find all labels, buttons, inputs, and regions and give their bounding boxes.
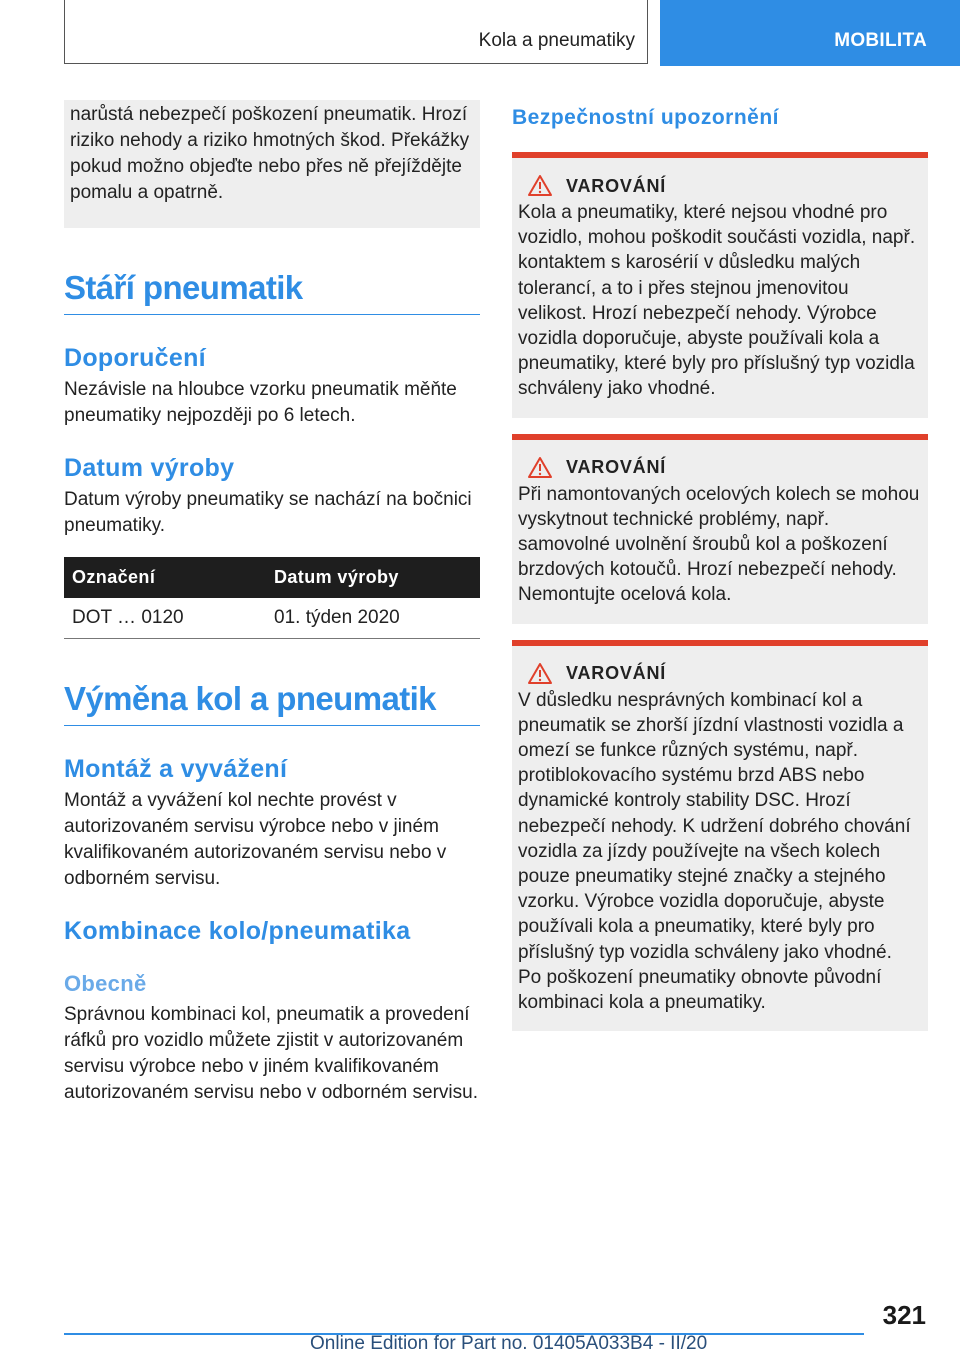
heading-general: Obecně [64,971,147,996]
heading-recommendation: Doporučení [64,344,206,372]
table-header-date: Datum výroby [266,557,480,598]
heading-manufacture-date: Datum výroby [64,454,235,482]
general-text: Správnou kombinaci kol, pneumatik a provedení ráfků pro vozidlo můžete zjistit v autorizovaném servisu výrobce nebo v jiném kvalifikovaném autorizovaném servisu nebo v odborném servisu. [64,1004,478,1103]
warning-triangle-icon [528,174,568,198]
header-title-box [64,0,648,64]
warning-box-2 [512,434,928,624]
warning-text: V důsledku nesprávných kombinací kol a pneumatik se zhorší jízdní vlastnosti vozidla a omezí se funkce různých systému, např. protiblokovacího systému brzd ABS nebo dynamické kontroly stability DSC. Hrozí nebezpečí nehody. K udržení dobrého chování vozidla za jízdy používejte na všech kolech pouze pneumatiky stejné značky a stejného vzorku. Výrobce vozidla doporučuje, abyste používali kola a pneumatiky, které byly pro příslušný typ vozidla schváleny jako vhodné. Po poškození pneumatiky obnovte původní kombinaci kola a pneumatiky. [518,689,911,1014]
warning-title: VAROVÁNÍ [566,457,667,478]
intro-note-box [64,100,480,228]
heading-mount-balance: Montáž a vyvážení [64,755,288,783]
heading-safety-notes: Bezpečnostní upozornění [512,106,780,129]
table-row [64,598,480,639]
recommendation-text: Nezávisle na hloubce vzorku pneumatik měňte pneumatiky nejpozději po 6 letech. [64,379,457,426]
warning-triangle-icon [528,456,568,480]
page-number: 321 [882,1300,926,1330]
table-cell-dot: DOT … 0120 [64,598,266,639]
heading-wheel-tire-combo: Kombinace kolo/pneumatika [64,917,411,945]
warning-title: VAROVÁNÍ [566,175,667,196]
warning-header [518,662,920,686]
right-column [512,100,928,1031]
mount-balance-text: Montáž a vyvážení kol nechte provést v autorizovaném servisu výrobce nebo v jiném kvalifikovaném autorizovaném servisu nebo v odborném servisu. [64,790,447,889]
heading-tire-age: Stáří pneumatik [64,268,480,315]
table-cell-week: 01. týden 2020 [266,598,480,639]
footer-edition: Online Edition for Part no. 01405A033B4 - II/20 [310,1333,708,1354]
warning-box-1 [512,152,928,418]
header-section-tab [660,0,960,66]
section-title: MOBILITA [834,30,927,51]
intro-text: narůstá nebezpečí poškození pneumatik. Hrozí riziko nehody a riziko hmotných škod. Překážky pokud možno objeďte nebo přes ně přejíždějte pomalu a opatrně. [70,104,470,203]
warning-header [518,456,920,480]
warning-title: VAROVÁNÍ [566,663,667,684]
dot-table [64,557,480,639]
manufacture-date-text: Datum výroby pneumatiky se nachází na bočnici pneumatiky. [64,489,472,536]
warning-text: Při namontovaných ocelových kolech se mohou vyskytnout technické problémy, např. samovolné uvolnění šroubů kol a poškození brzdových kotoučů. Hrozí nebezpečí nehody. Nemontujte ocelová kola. [518,483,920,606]
warning-triangle-icon [528,662,568,686]
heading-wheel-change: Výměna kol a pneumatik [64,679,480,726]
chapter-title: Kola a pneumatiky [478,30,635,51]
left-column [64,100,480,1106]
warning-box-3 [512,640,928,1032]
table-header-designation: Označení [64,557,266,598]
warning-text: Kola a pneumatiky, které nejsou vhodné pro vozidlo, mohou poškodit součásti vozidla, např. kontaktem s karosérií v důsledku malých tolerancí, a to i přes stejnou jmenovitou velikost. Hrozí nebezpečí nehody. Výrobce vozidla doporučuje, abyste používali kola a pneumatiky, které byly pro příslušný typ vozidla schváleny jako vhodné. [518,202,916,400]
warning-header [518,174,920,198]
table-header-row [64,557,480,598]
